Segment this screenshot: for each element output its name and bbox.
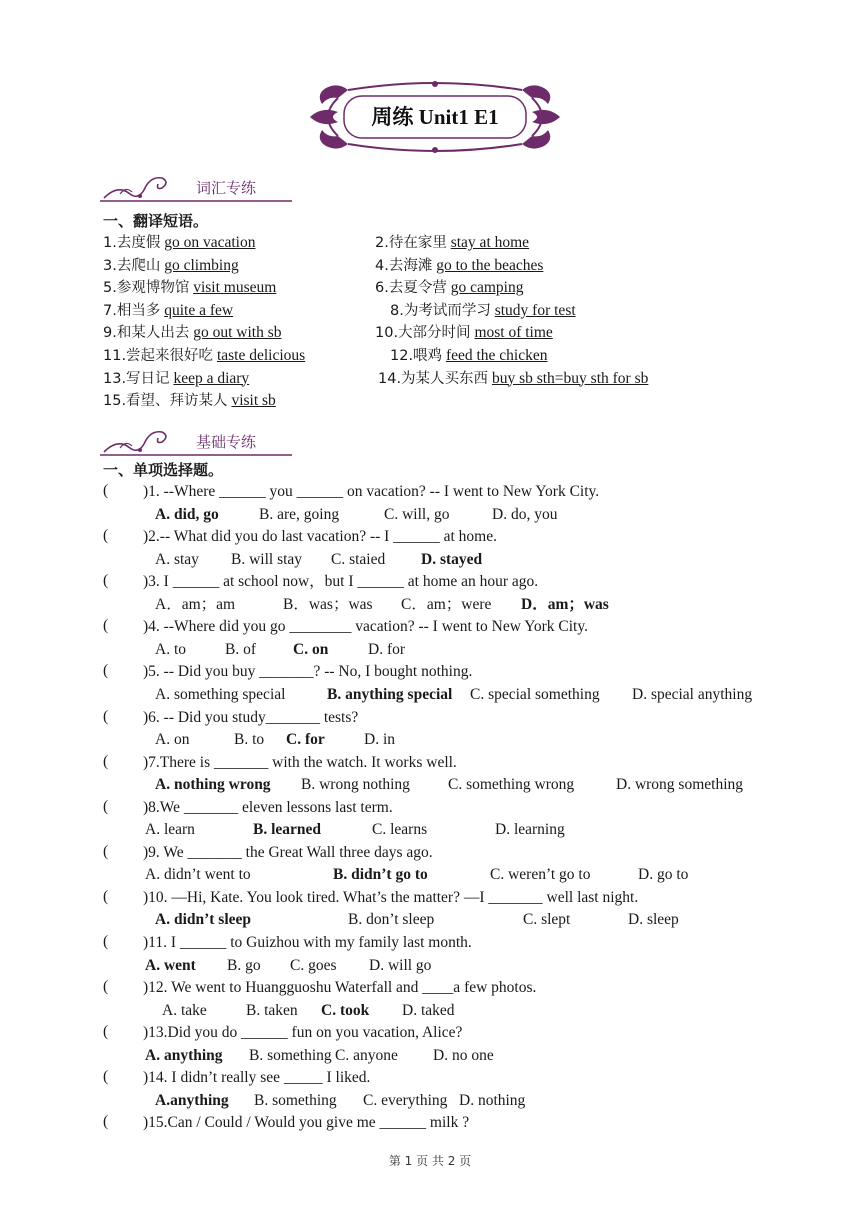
option-d[interactable]: D. go to (638, 866, 689, 884)
page-title: 周练 Unit1 E1 (371, 105, 499, 129)
phrase-english: visit museum (193, 279, 277, 297)
phrase-english: go camping (450, 279, 524, 297)
phrase-item (103, 301, 233, 321)
answer-blank[interactable]: ( (103, 662, 109, 680)
option-b[interactable]: B．was；was (283, 595, 373, 613)
question-stem: )12. We went to Huangguoshu Waterfall and ____a few photos. (143, 979, 537, 997)
answer-blank[interactable]: ( (103, 842, 109, 860)
question-stem: )4. --Where did you go ________ vacation? -- I went to New York City. (143, 618, 588, 636)
phrase-item (390, 346, 548, 366)
option-c[interactable]: C. goes (290, 956, 337, 974)
phrase-english: keep a diary (173, 369, 250, 387)
question-stem: )1. --Where ______ you ______ on vacation? -- I went to New York City. (143, 483, 600, 500)
option-a[interactable]: A. did, go (155, 505, 219, 523)
answer-blank[interactable]: ( (103, 572, 109, 590)
phrase-chinese: 5.参观博物馆 (103, 280, 190, 297)
section-title-basic: 基础专练 (196, 433, 257, 451)
phrase-english: buy sb sth=buy sth for sb (491, 369, 649, 387)
option-d[interactable]: D. nothing (459, 1091, 526, 1109)
question-stem: )2.-- What did you do last vacation? -- I ______ at home. (143, 528, 497, 546)
option-a[interactable]: A. didn’t sleep (155, 911, 252, 929)
option-c[interactable]: C．am；were (401, 595, 492, 613)
phrase-chinese: 11.尝起来很好吃 (103, 348, 214, 364)
phrase-english: most of time (474, 324, 553, 342)
title-banner (308, 78, 562, 156)
option-b[interactable]: B. will stay (231, 550, 303, 568)
phrase-chinese: 14.为某人买东西 (378, 370, 489, 387)
option-d[interactable]: D. will go (369, 956, 432, 974)
option-b[interactable]: B. taken (246, 1001, 298, 1019)
phrase-item (103, 278, 276, 298)
option-a[interactable]: A. nothing wrong (155, 776, 271, 794)
phrase-item (375, 323, 553, 343)
question-stem: )13.Did you do ______ fun on you vacation, Alice? (143, 1024, 463, 1042)
option-a[interactable]: A. on (155, 731, 190, 748)
option-a[interactable]: A. learn (145, 821, 195, 839)
phrase-item (375, 256, 543, 276)
phrase-english: visit sb (231, 392, 276, 410)
answer-blank[interactable]: ( (103, 933, 109, 950)
question-stem: )6. -- Did you study_______ tests? (143, 708, 359, 726)
phrase-chinese: 1.去度假 (103, 235, 161, 251)
phrase-item (103, 233, 255, 253)
option-b[interactable]: B. wrong nothing (301, 776, 410, 794)
answer-blank[interactable]: ( (103, 978, 109, 996)
option-c[interactable]: C. weren’t go to (490, 866, 591, 884)
phrase-item (103, 391, 276, 411)
phrase-chinese: 9.和某人出去 (103, 325, 190, 342)
option-d[interactable]: D. no one (433, 1046, 494, 1064)
option-c[interactable]: C. for (286, 731, 325, 748)
answer-blank[interactable]: ( (103, 1113, 109, 1131)
question-stem: )15.Can / Could / Would you give me ______ milk ? (143, 1114, 470, 1132)
option-c[interactable]: C. something wrong (448, 776, 575, 794)
answer-blank[interactable]: ( (103, 1068, 109, 1086)
phrase-english: go out with sb (193, 324, 282, 342)
phrase-english: quite a few (164, 301, 234, 319)
question-stem: )8.We _______ eleven lessons last term. (143, 798, 393, 816)
option-c[interactable]: C. anyone (335, 1046, 398, 1064)
option-b[interactable]: B. of (225, 640, 256, 658)
phrase-chinese: 4.去海滩 (375, 257, 433, 274)
option-a[interactable]: A. stay (155, 550, 199, 568)
option-a[interactable]: A. to (155, 640, 186, 658)
option-a[interactable]: A．am；am (155, 595, 236, 613)
section-title-vocab: 词汇专练 (196, 179, 257, 197)
phrase-chinese: 6.去夏令营 (375, 280, 447, 297)
option-c[interactable]: C. on (293, 640, 329, 658)
phrase-item (375, 233, 529, 253)
option-d[interactable]: D. in (364, 731, 395, 748)
question-stem: )10. —Hi, Kate. You look tired. What’s the matter? —I _______ well last night. (143, 888, 639, 906)
answer-blank[interactable]: ( (103, 617, 109, 635)
answer-blank[interactable]: ( (103, 752, 109, 770)
answer-blank[interactable]: ( (103, 797, 109, 815)
vocab-heading: 一、翻译短语。 (103, 212, 209, 230)
phrase-item (390, 301, 576, 321)
phrase-english: go climbing (164, 256, 239, 274)
option-d[interactable]: D. special anything (632, 685, 753, 703)
phrase-english: go to the beaches (436, 256, 544, 274)
phrase-item (378, 369, 648, 389)
page-footer: 第 1 页 共 2 页 (388, 1154, 472, 1168)
question-stem: )14. I didn’t really see _____ I liked. (143, 1069, 371, 1087)
option-d[interactable]: D．am；was (521, 595, 609, 613)
phrase-english: go on vacation (164, 234, 256, 251)
option-c[interactable]: C. will, go (384, 505, 450, 523)
phrase-item (375, 278, 523, 298)
option-d[interactable]: D. wrong something (616, 776, 744, 794)
option-a[interactable]: A. take (162, 1001, 207, 1019)
option-d[interactable]: D. sleep (628, 911, 679, 929)
choice-heading: 一、单项选择题。 (103, 461, 224, 479)
phrase-chinese: 15.看望、拜访某人 (103, 393, 228, 410)
option-a[interactable]: A. didn’t went to (145, 866, 251, 884)
section-header-basic (100, 426, 292, 456)
option-d[interactable]: D. learning (495, 821, 565, 839)
phrase-item (103, 369, 249, 389)
option-b[interactable]: B. to (234, 731, 265, 748)
phrase-chinese: 2.待在家里 (375, 235, 447, 251)
option-b[interactable]: B. anything special (327, 685, 453, 703)
option-c[interactable]: C. staied (331, 550, 386, 568)
option-d[interactable]: D. stayed (421, 550, 483, 568)
question-stem: )11. I ______ to Guizhou with my family last month. (143, 934, 472, 951)
answer-blank[interactable]: ( (103, 527, 109, 545)
option-b[interactable]: B. go (227, 956, 261, 974)
option-c[interactable]: C. took (321, 1001, 370, 1019)
phrase-item (103, 346, 305, 366)
option-b[interactable]: B. something (254, 1091, 337, 1109)
option-c[interactable]: C. learns (372, 821, 428, 839)
option-a[interactable]: A. anything (145, 1046, 223, 1064)
question-stem: )5. -- Did you buy _______? -- No, I bought nothing. (143, 663, 473, 681)
answer-blank[interactable]: ( (103, 887, 109, 905)
phrase-chinese: 3.去爬山 (103, 257, 161, 274)
phrase-chinese: 10.大部分时间 (375, 325, 471, 342)
phrase-english: study for test (494, 301, 576, 319)
phrase-item (103, 323, 282, 343)
phrase-english: feed the chicken (445, 347, 548, 364)
phrase-chinese: 12.喂鸡 (390, 348, 443, 364)
phrase-english: taste delicious (216, 347, 306, 364)
option-c[interactable]: C. slept (523, 911, 571, 929)
phrase-item (103, 256, 239, 276)
answer-blank[interactable]: ( (103, 482, 109, 499)
phrase-english: stay at home (450, 234, 530, 251)
answer-blank[interactable]: ( (103, 1023, 109, 1041)
option-c[interactable]: C. special something (470, 685, 600, 703)
option-a[interactable]: A. something special (155, 685, 286, 703)
option-b[interactable]: B. learned (253, 821, 322, 839)
option-c[interactable]: C. everything (363, 1091, 448, 1109)
question-stem: )3. I ______ at school now，but I ______ at home an hour ago. (143, 573, 539, 591)
option-b[interactable]: B. something (249, 1046, 332, 1064)
question-stem: )9. We _______ the Great Wall three days ago. (143, 843, 433, 861)
phrase-chinese: 8.为考试而学习 (390, 302, 491, 319)
option-d[interactable]: D. do, you (492, 505, 558, 523)
phrase-chinese: 7.相当多 (103, 302, 161, 319)
option-a[interactable]: A.anything (155, 1091, 229, 1109)
option-d[interactable]: D. for (368, 640, 406, 658)
option-b[interactable]: B. didn’t go to (333, 866, 428, 884)
option-d[interactable]: D. taked (402, 1001, 455, 1019)
option-a[interactable]: A. went (145, 956, 196, 974)
option-b[interactable]: B. are, going (259, 505, 340, 523)
answer-blank[interactable]: ( (103, 707, 109, 725)
phrase-chinese: 13.写日记 (103, 370, 170, 387)
section-header-vocab (100, 172, 292, 202)
question-stem: )7.There is _______ with the watch. It works well. (143, 753, 457, 771)
option-b[interactable]: B. don’t sleep (348, 911, 435, 929)
